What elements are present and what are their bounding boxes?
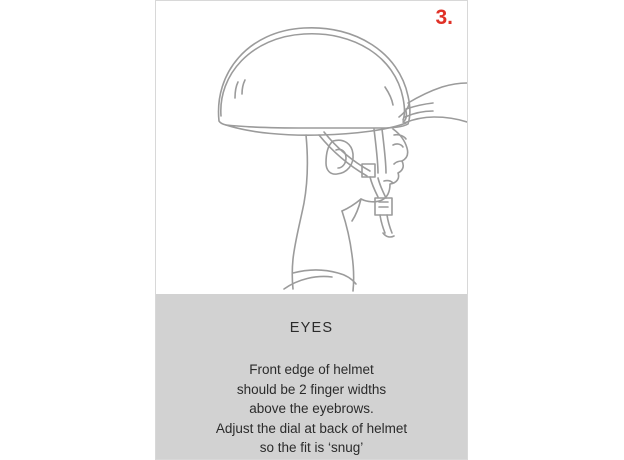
neck-back-line bbox=[292, 135, 307, 289]
helmet-vent-left bbox=[235, 82, 238, 98]
helmet-vent-right bbox=[385, 87, 393, 105]
caption-panel bbox=[156, 294, 467, 460]
strap-rear-upper bbox=[324, 132, 370, 171]
helmet-brim-line bbox=[221, 34, 405, 120]
strap-tail-right bbox=[387, 215, 392, 233]
step-number: 3. bbox=[435, 6, 453, 29]
helmet-rim-band bbox=[226, 123, 406, 135]
caption-heading: EYES bbox=[289, 320, 334, 336]
helmet-shell-outline bbox=[219, 28, 410, 128]
nose-line bbox=[394, 161, 402, 164]
strap-lower-left bbox=[370, 177, 378, 197]
caption-line: Front edge of helmet bbox=[249, 362, 374, 377]
caption-line: above the eyebrows. bbox=[249, 401, 374, 416]
instruction-card bbox=[155, 0, 468, 460]
eye-line bbox=[393, 144, 403, 147]
mouth-line bbox=[384, 181, 393, 183]
helmet-fit-side-view-illustration bbox=[156, 1, 467, 294]
caption-line: should be 2 finger widths bbox=[236, 381, 387, 397]
caption-line: Adjust the dial at back of helmet bbox=[215, 420, 408, 436]
eyebrow-line bbox=[394, 135, 406, 139]
arm-lower-line bbox=[404, 117, 467, 123]
caption-line: so the fit is ‘snug’ bbox=[259, 440, 364, 455]
helmet-vent-left-2 bbox=[242, 80, 245, 94]
helmet-illustration-svg bbox=[156, 1, 467, 294]
shoulder-line bbox=[284, 277, 332, 290]
strap-tail-left bbox=[380, 215, 385, 233]
strap-front-upper-inner bbox=[382, 129, 386, 173]
caption-body bbox=[156, 360, 467, 458]
arm-upper-line bbox=[408, 83, 467, 103]
